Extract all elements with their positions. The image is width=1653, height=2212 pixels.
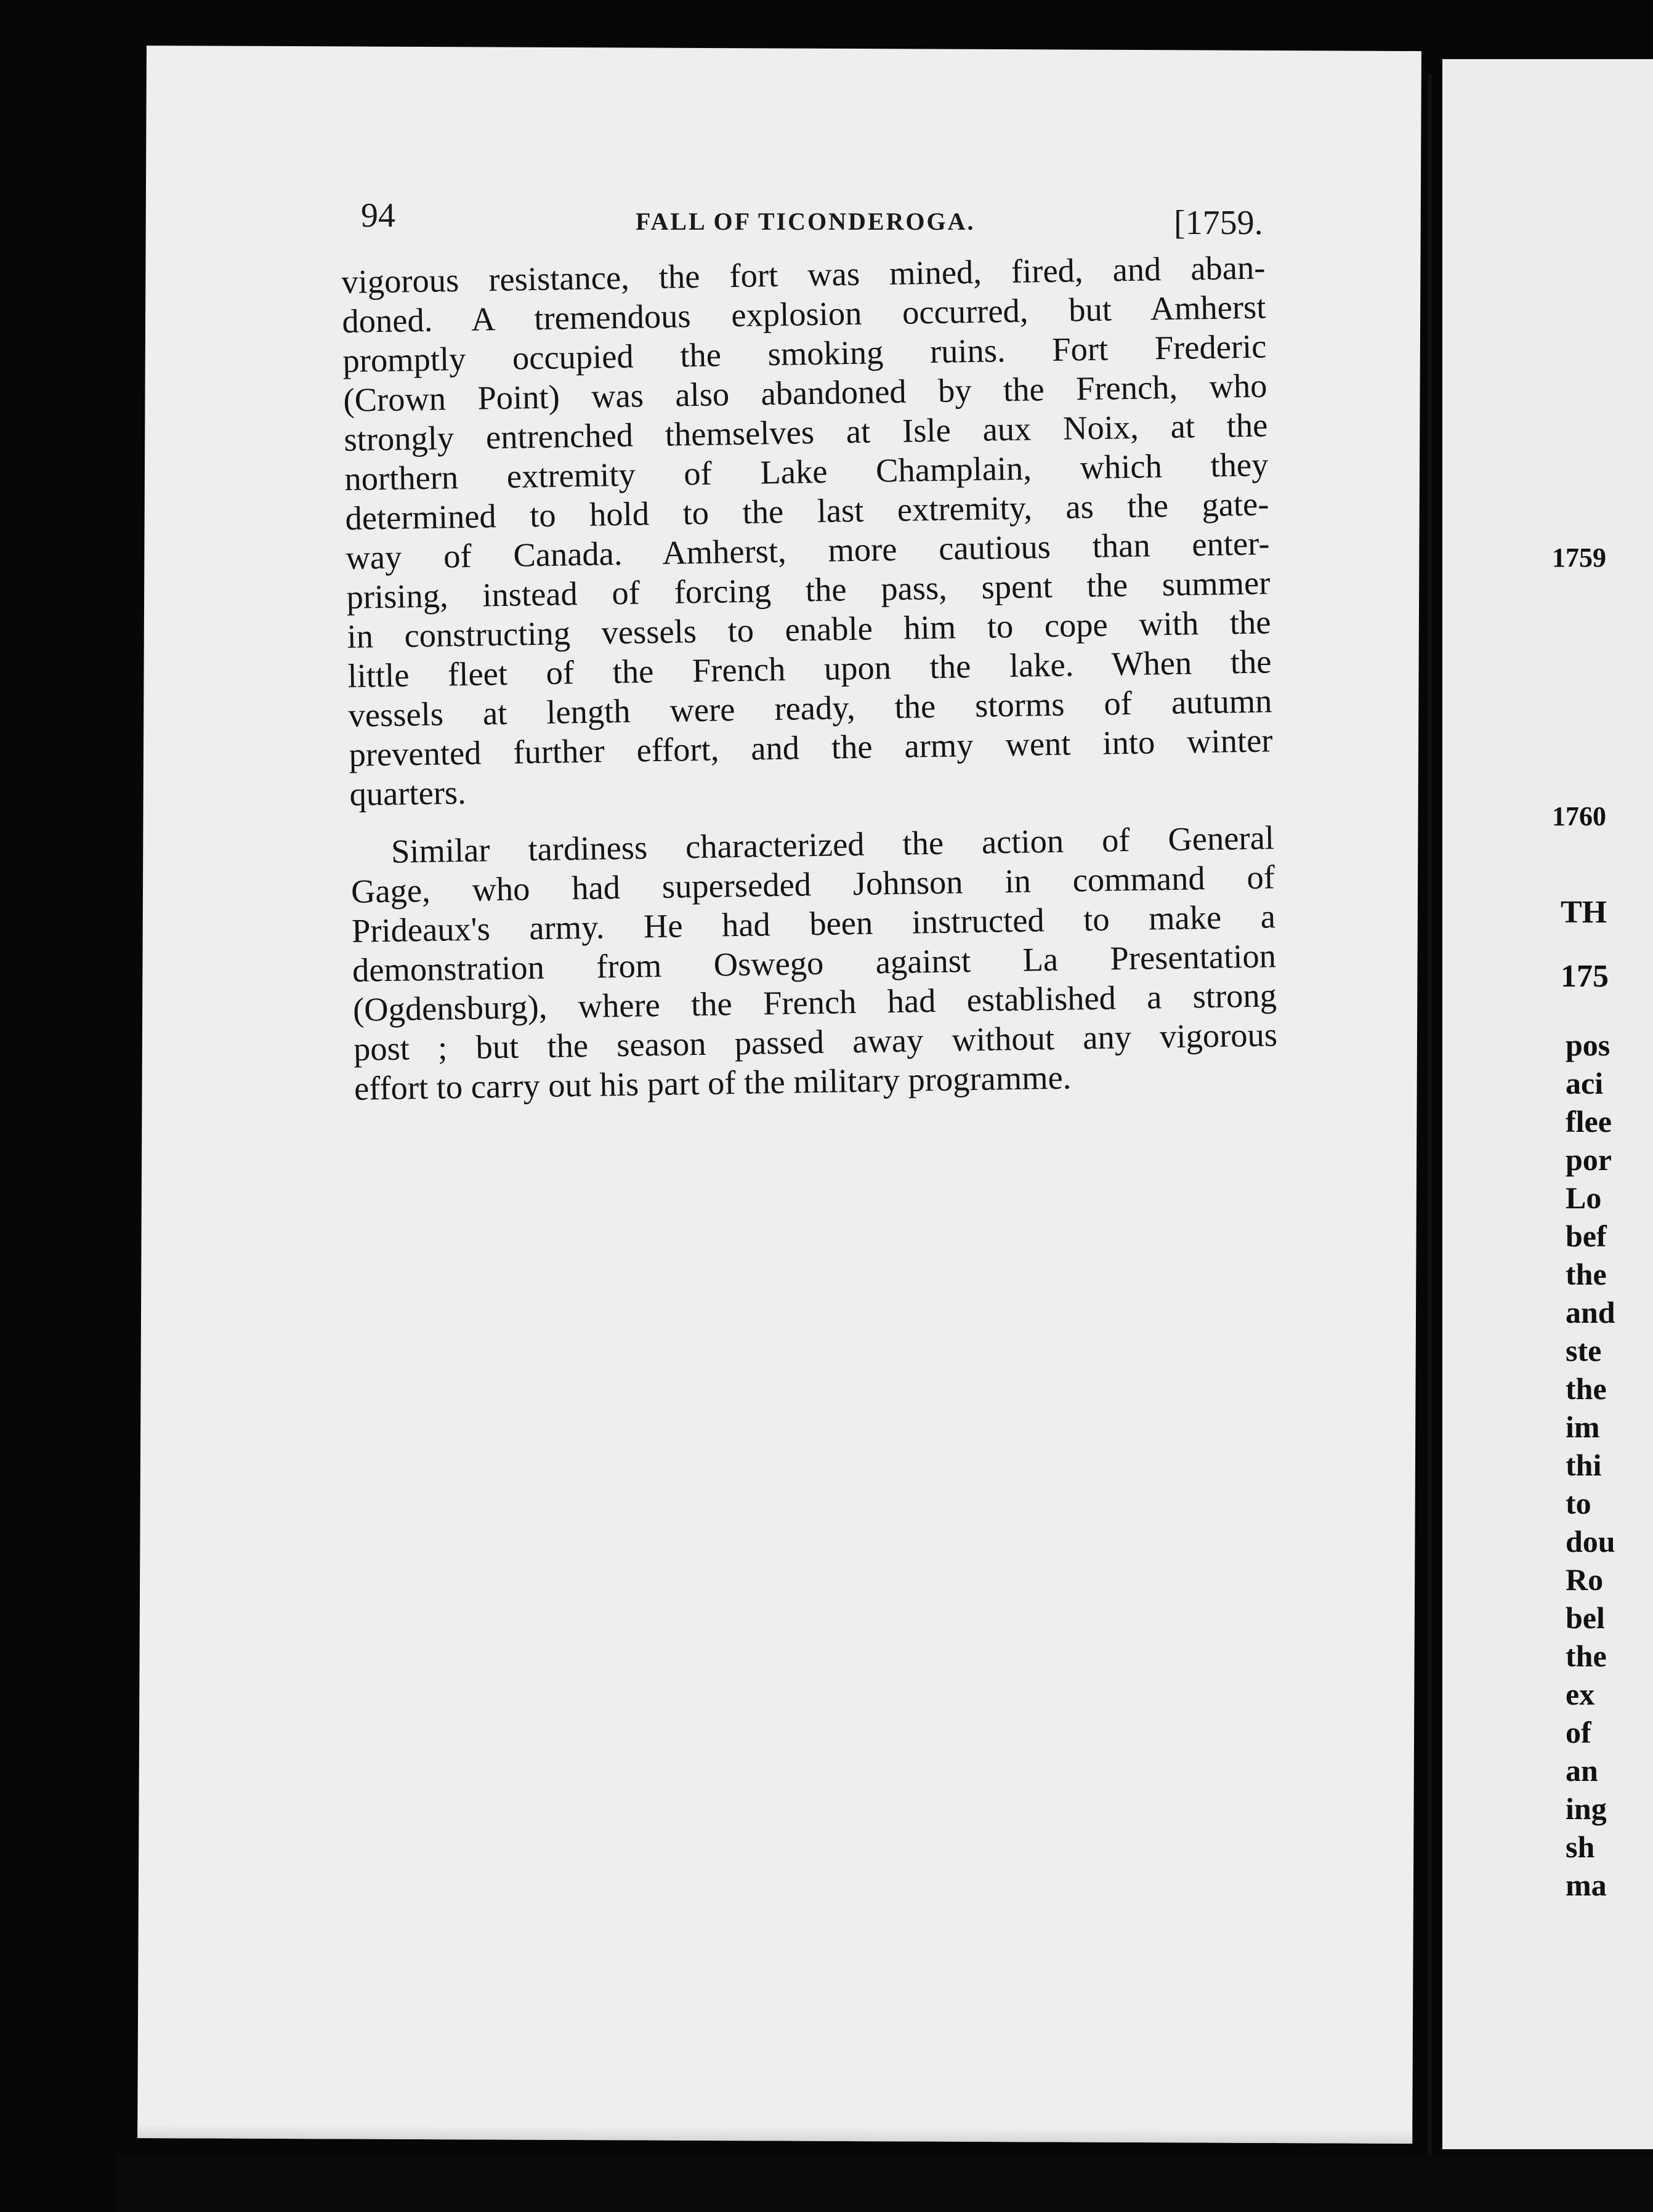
text-line: strongly entrenched themselves at Isle aux Noix, at the bbox=[344, 406, 1268, 458]
margin-year: 1760 bbox=[1552, 801, 1606, 831]
text-line: northern extremity of Lake Champlain, which they bbox=[344, 445, 1269, 498]
text-line: effort to carry out his part of the military programme. bbox=[354, 1058, 1072, 1107]
line-fragment: ste bbox=[1566, 1333, 1602, 1368]
text-line: prevented further effort, and the army went into winter bbox=[349, 721, 1273, 773]
scan-shadow bbox=[117, 2155, 1653, 2212]
text-line: vigorous resistance, the fort was mined, fired, and aban- bbox=[341, 248, 1266, 301]
text-line: little fleet of the French upon the lake. When the bbox=[347, 642, 1272, 695]
text-line: doned. A tremendous explosion occurred, but Amherst bbox=[342, 288, 1266, 340]
chapter-title: FALL OF TICONDEROGA. bbox=[636, 208, 976, 235]
text-line: in constructing vessels to enable him to cope with the bbox=[347, 603, 1271, 655]
line-fragment: bel bbox=[1566, 1600, 1605, 1635]
subheading-fragment: 175 bbox=[1561, 959, 1609, 994]
text-line: quarters. bbox=[349, 773, 467, 813]
text-line: vessels at length were ready, the storms of autumn bbox=[348, 682, 1272, 734]
line-fragment: im bbox=[1566, 1410, 1600, 1444]
line-fragment: ex bbox=[1566, 1677, 1595, 1711]
right-book-page bbox=[1442, 59, 1653, 2149]
paragraph-2 bbox=[350, 818, 1279, 1108]
line-fragment: bef bbox=[1566, 1219, 1607, 1253]
line-fragment: the bbox=[1566, 1371, 1607, 1406]
line-fragment: sh bbox=[1566, 1830, 1595, 1864]
line-fragment: the bbox=[1566, 1639, 1607, 1673]
body-text bbox=[341, 248, 1278, 1108]
running-head bbox=[361, 196, 1288, 242]
line-fragment: ma bbox=[1566, 1868, 1607, 1902]
line-fragment: and bbox=[1566, 1295, 1615, 1330]
line-fragment: Lo bbox=[1566, 1181, 1602, 1215]
line-fragment: Ro bbox=[1566, 1562, 1604, 1597]
book-gutter bbox=[1428, 74, 1432, 2162]
line-fragment: dou bbox=[1566, 1524, 1615, 1559]
line-fragment: pos bbox=[1566, 1028, 1611, 1062]
line-fragment: to bbox=[1566, 1486, 1591, 1520]
text-line: promptly occupied the smoking ruins. Fort Frederic bbox=[342, 327, 1267, 379]
text-line: determined to hold to the last extremity, as the gate- bbox=[345, 485, 1269, 537]
line-fragment: flee bbox=[1566, 1104, 1612, 1139]
page-number: 94 bbox=[361, 196, 395, 235]
text-line: Similar tardiness characterized the action of General bbox=[390, 818, 1275, 870]
running-head-year: [1759. bbox=[1174, 204, 1263, 242]
line-fragment: aci bbox=[1566, 1066, 1604, 1100]
paragraph-1 bbox=[341, 248, 1274, 813]
text-line: (Crown Point) was also abandoned by the French, who bbox=[343, 366, 1267, 419]
line-fragment: ing bbox=[1566, 1791, 1607, 1826]
line-fragment: an bbox=[1566, 1753, 1598, 1788]
text-line: prising, instead of forcing the pass, spent the summer bbox=[346, 563, 1271, 616]
text-line: way of Canada. Amherst, more cautious than enter- bbox=[346, 524, 1270, 576]
text-line: demonstration from Oswego against La Presentation bbox=[352, 937, 1277, 989]
heading-fragment: TH bbox=[1561, 895, 1607, 930]
text-line: Gage, who had superseded Johnson in command of bbox=[350, 858, 1275, 910]
line-fragment: of bbox=[1566, 1715, 1591, 1750]
text-line: Prideaux's army. He had been instructed to make a bbox=[351, 897, 1276, 950]
text-line: post ; but the season passed away without any vigorous bbox=[353, 1015, 1278, 1068]
text-line: (Ogdensburg), where the French had established a strong bbox=[352, 976, 1277, 1028]
line-fragment: the bbox=[1566, 1257, 1607, 1291]
margin-year: 1759 bbox=[1552, 543, 1606, 573]
line-fragment: por bbox=[1566, 1142, 1612, 1177]
line-fragment: thi bbox=[1566, 1448, 1602, 1482]
